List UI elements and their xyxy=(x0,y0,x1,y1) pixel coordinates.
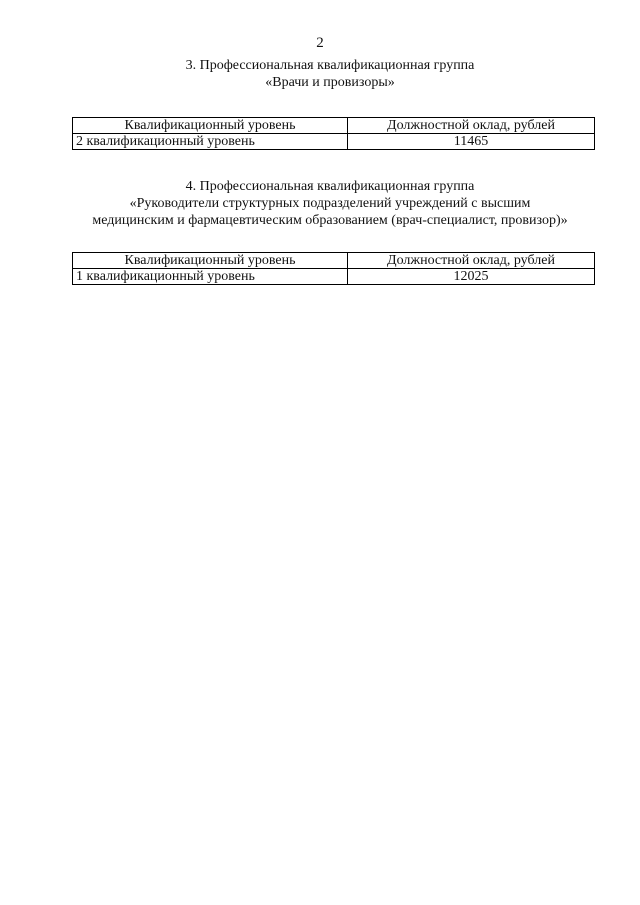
page-number: 2 xyxy=(316,35,324,51)
column-header-salary: Должностной оклад, рублей xyxy=(348,118,595,134)
table-header-row xyxy=(73,118,595,134)
qualification-level-cell: 2 квалификационный уровень xyxy=(73,134,348,150)
section-3-title xyxy=(60,57,600,91)
column-header-level: Квалификационный уровень xyxy=(73,253,348,269)
salary-table-doctors xyxy=(72,117,595,150)
section-title-line: «Врачи и провизоры» xyxy=(265,75,395,90)
table-header-row xyxy=(73,253,595,269)
section-title-line: «Руководители структурных подразделений учреждений с высшим xyxy=(129,196,531,211)
table-row xyxy=(73,269,595,285)
column-header-salary: Должностной оклад, рублей xyxy=(348,253,595,269)
section-4-title xyxy=(60,178,600,229)
section-title-line: 4. Профессиональная квалификационная группа xyxy=(185,179,475,194)
salary-table-heads-of-units xyxy=(72,252,595,285)
section-title-line: 3. Профессиональная квалификационная группа xyxy=(185,58,475,73)
salary-cell: 12025 xyxy=(348,269,595,285)
salary-cell: 11465 xyxy=(348,134,595,150)
table-row xyxy=(73,134,595,150)
section-title-line: медицинским и фармацевтическим образованием (врач-специалист, провизор)» xyxy=(92,213,568,228)
qualification-level-cell: 1 квалификационный уровень xyxy=(73,269,348,285)
column-header-level: Квалификационный уровень xyxy=(73,118,348,134)
